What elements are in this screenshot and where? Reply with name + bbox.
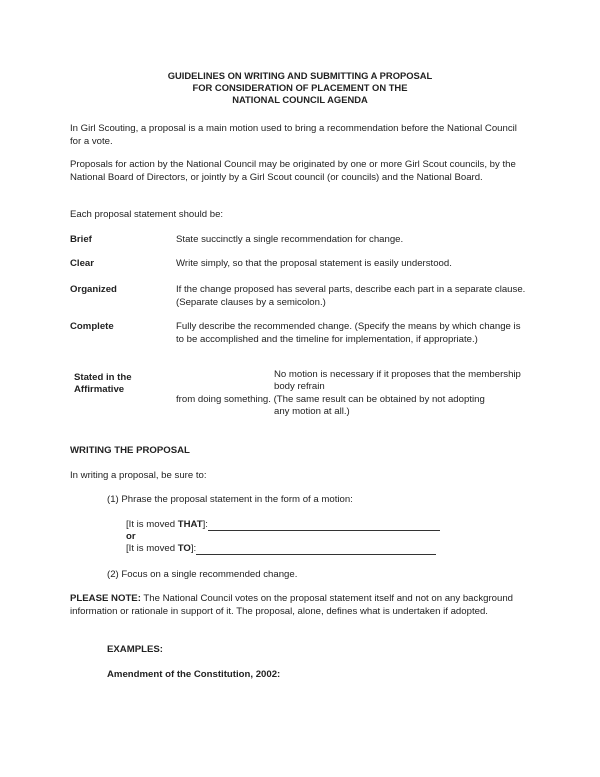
- writing-item-1: (1) Phrase the proposal statement in the form of a motion:: [107, 494, 353, 505]
- please-note-text: The National Council votes on the proposal statement itself and not on any background information or rationale in support of it. The proposal, alone, defines what is undertaken if adopted.: [70, 593, 513, 617]
- criterion-desc-affirmative-a: No motion is necessary if it proposes that the membership body refrain: [274, 369, 521, 392]
- writing-item-2: (2) Focus on a single recommended change.: [107, 569, 298, 580]
- intro-paragraph-1: In Girl Scouting, a proposal is a main motion used to bring a recommendation before the National Council for a vote.: [70, 123, 517, 147]
- please-note-label: PLEASE NOTE:: [70, 593, 141, 604]
- intro-paragraph-2: Proposals for action by the National Council may be originated by one or more Girl Scout councils, by the National Board of Directors, or jointly by a Girl Scout council (or councils) and the National Board.: [70, 159, 516, 183]
- intro-paragraph-3: Each proposal statement should be:: [70, 209, 224, 220]
- title-line-1: GUIDELINES ON WRITING AND SUBMITTING A PROPOSAL: [167, 70, 433, 81]
- title-line-2: FOR CONSIDERATION OF PLACEMENT ON THE: [192, 82, 408, 93]
- criterion-term-clear: Clear: [70, 258, 94, 269]
- moved-that-line: [It is moved THAT]:: [126, 518, 586, 531]
- examples-heading: EXAMPLES:: [107, 644, 163, 655]
- or-label: or: [126, 531, 136, 542]
- criterion-desc-organized: If the change proposed has several parts, describe each part in a separate clause. (Separate clauses by a semicolon.): [176, 284, 526, 308]
- criterion-desc-complete: Fully describe the recommended change. (Specify the means by which change is to be accomplished and the timeline for implementation, if appropriate.): [176, 321, 521, 345]
- criterion-term-organized: Organized: [70, 284, 117, 295]
- examples-subheading: Amendment of the Constitution, 2002:: [107, 669, 281, 680]
- criterion-desc-affirmative-b: from doing something. (The same result can be obtained by not adopting: [176, 394, 485, 405]
- criterion-term-brief: Brief: [70, 234, 92, 245]
- criterion-term-affirmative: Stated in the Affirmative: [74, 372, 132, 395]
- moved-to-line: [It is moved TO]:: [126, 542, 586, 555]
- blank-line-to: [196, 544, 436, 555]
- writing-heading: WRITING THE PROPOSAL: [70, 445, 190, 456]
- criterion-desc-brief: State succinctly a single recommendation for change.: [176, 234, 404, 245]
- writing-lead: In writing a proposal, be sure to:: [70, 470, 207, 481]
- criterion-desc-clear: Write simply, so that the proposal statement is easily understood.: [176, 258, 452, 269]
- criterion-term-complete: Complete: [70, 321, 114, 332]
- title-line-3: NATIONAL COUNCIL AGENDA: [232, 94, 368, 105]
- please-note-paragraph: [70, 592, 530, 618]
- document-title: [0, 70, 600, 106]
- criterion-desc-affirmative-c: any motion at all.): [274, 406, 350, 417]
